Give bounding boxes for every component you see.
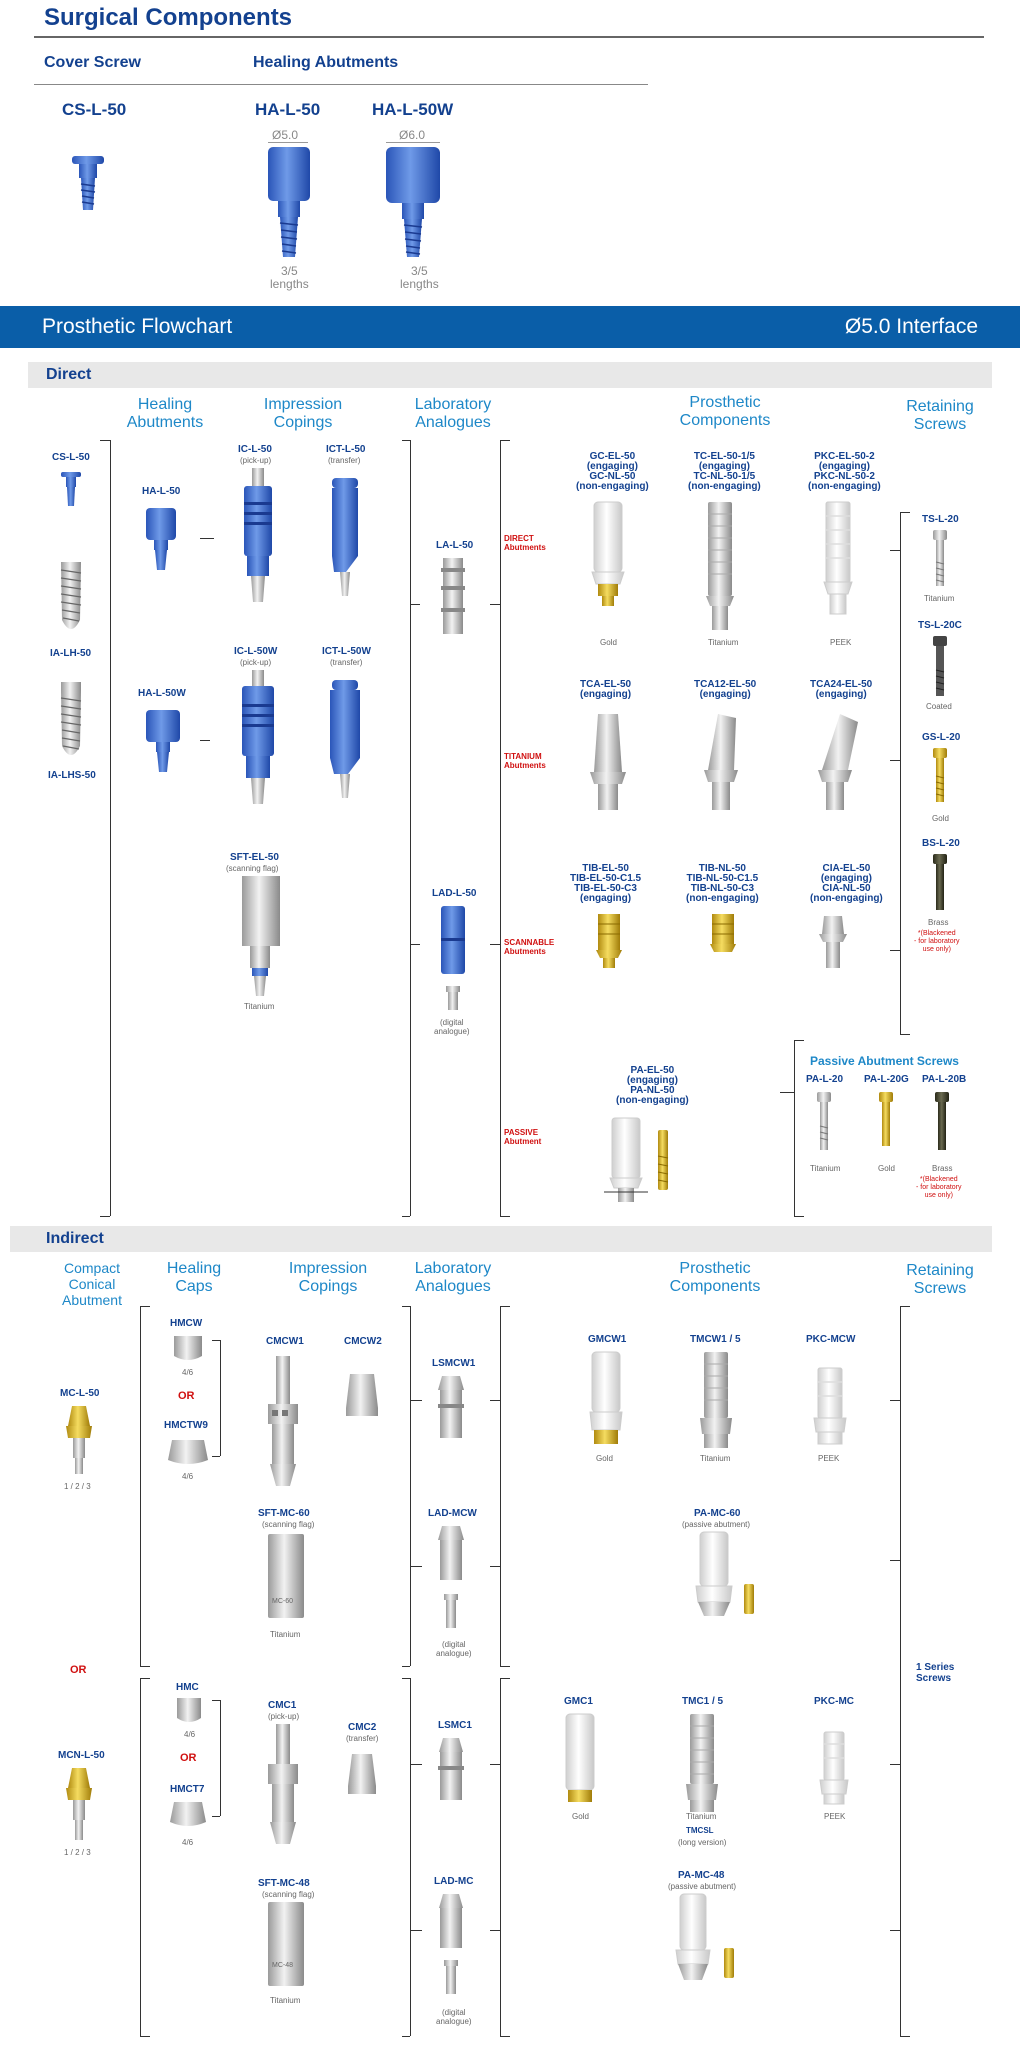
bracket-cap — [402, 1678, 410, 1679]
hmc-code: HMC — [176, 1682, 199, 1693]
hmc-image — [174, 1696, 204, 1728]
bracket-tick — [490, 944, 500, 945]
gmc1-image — [562, 1712, 598, 1808]
ha1-code: HA-L-50 — [255, 100, 321, 119]
gc-material: Gold — [600, 638, 617, 647]
bracket-tick — [410, 1764, 422, 1765]
hmcw-code: HMCW — [170, 1318, 203, 1329]
direct-bracket-left — [110, 440, 111, 1216]
tmc1-code: TMC1 / 5 — [682, 1696, 724, 1707]
sft-code: SFT-EL-50 — [230, 852, 279, 863]
ict-sub: (transfer) — [328, 456, 361, 465]
sft48-material: Titanium — [270, 1996, 301, 2005]
direct-ha-code: HA-L-50 — [142, 486, 181, 497]
bracket-cap — [500, 1666, 510, 1667]
cmc1-image — [260, 1722, 306, 1850]
connector — [200, 538, 214, 539]
mc-image — [64, 1404, 94, 1480]
ict-code: ICT-L-50 — [326, 444, 366, 455]
bracket-cap — [794, 1216, 804, 1217]
or-1: OR — [178, 1390, 195, 1402]
band-title: Prosthetic Flowchart — [42, 315, 233, 338]
palg-code: PA-L-20G — [864, 1074, 909, 1085]
lad-mcw-image — [434, 1524, 468, 1636]
bracket-cap — [500, 2036, 510, 2037]
la-image — [438, 556, 468, 640]
cia-image — [816, 914, 850, 972]
ind-col-lab: Laboratory Analogues — [414, 1260, 492, 1295]
ha1-diameter: Ø5.0 — [272, 128, 299, 142]
tca12-image — [698, 712, 748, 818]
ia-lh-code: IA-LH-50 — [50, 648, 92, 659]
icw-sub: (pick-up) — [240, 658, 272, 667]
ha2-diameter: Ø6.0 — [399, 128, 426, 142]
tsc-image — [932, 634, 948, 700]
sft48-sub: (scanning flag) — [262, 1890, 315, 1899]
tmcsl-code: TMCSL — [686, 1826, 714, 1835]
bracket-cap — [402, 440, 410, 441]
palb-material: Brass — [932, 1164, 953, 1173]
tib-el-image — [594, 912, 624, 972]
bracket-cap — [100, 1216, 110, 1217]
direct-col-prosthetic: Prosthetic Components — [679, 394, 771, 429]
pa-mc48-sub: (passive abutment) — [668, 1882, 737, 1891]
bracket-cap — [212, 1340, 220, 1341]
palb-code: PA-L-20B — [922, 1074, 967, 1085]
bracket-cap — [794, 1040, 804, 1041]
hc-bracket-2 — [220, 1700, 221, 1816]
ia-lh-image — [58, 560, 84, 640]
ia-lhs-code: IA-LHS-50 — [48, 770, 96, 781]
ic-code: IC-L-50 — [238, 444, 272, 455]
or-mid: OR — [70, 1664, 87, 1676]
bracket-cap — [900, 1306, 910, 1307]
bs-code: BS-L-20 — [922, 838, 960, 849]
gmcw1-image — [586, 1350, 626, 1450]
lsmcw1-code: LSMCW1 — [432, 1358, 476, 1369]
cmc2-image — [346, 1752, 378, 1798]
lad-mc-image — [434, 1892, 468, 2002]
icw-code: IC-L-50W — [234, 646, 278, 657]
gs-material: Gold — [932, 814, 949, 823]
hmcw-sub: 4/6 — [182, 1368, 194, 1377]
tmcw-image — [696, 1350, 736, 1454]
sft60-code: SFT-MC-60 — [258, 1508, 310, 1519]
bracket-cap — [900, 512, 910, 513]
ind-bracket-retaining — [900, 1306, 901, 2036]
bracket-tick — [490, 1930, 500, 1931]
tca12-code: TCA12-EL-50 (engaging) — [694, 679, 757, 700]
surgical-divider — [34, 84, 648, 85]
bracket-cap — [500, 1216, 510, 1217]
direct-col-impression: Impression Copings — [263, 396, 343, 431]
tca-image — [586, 712, 630, 818]
bracket-cap — [402, 1666, 410, 1667]
lad-mc-sub: (digital analogue) — [436, 2008, 472, 2026]
cmc2-sub: (transfer) — [346, 1734, 379, 1743]
bracket-tick — [890, 1400, 900, 1401]
bracket-cap — [900, 2036, 910, 2037]
bracket-cap — [140, 1306, 150, 1307]
bracket-tick — [890, 760, 900, 761]
title-divider — [34, 36, 984, 38]
gmc1-code: GMC1 — [564, 1696, 593, 1707]
ict-image — [328, 476, 362, 600]
connector — [200, 740, 210, 741]
cia-code: CIA-EL-50 (engaging) CIA-NL-50 (non-engaging) — [810, 863, 883, 904]
or-2: OR — [180, 1752, 197, 1764]
ictw-code: ICT-L-50W — [322, 646, 371, 657]
ind-bracket-mc — [140, 1678, 141, 2036]
pal-code: PA-L-20 — [806, 1074, 844, 1085]
indirect-title: Indirect — [46, 1230, 104, 1247]
mcn-sub: 1 / 2 / 3 — [64, 1848, 91, 1857]
bracket-tick — [490, 1566, 500, 1567]
bracket-cap — [500, 440, 510, 441]
bracket-cap — [100, 440, 110, 441]
ha1-lengths: 3/5 lengths — [270, 264, 309, 291]
bracket-cap — [402, 1306, 410, 1307]
bracket-cap — [212, 1700, 220, 1701]
tib-nl-code: TIB-NL-50 TIB-NL-50-C1.5 TIB-NL-50-C3 (non-engaging) — [686, 863, 759, 904]
pkc-image — [818, 500, 858, 620]
pa-mc48-image — [672, 1892, 742, 1986]
ia-lhs-image — [58, 680, 84, 766]
hmct7-sub: 4/6 — [182, 1838, 194, 1847]
bracket-cap — [140, 2036, 150, 2037]
tsc-material: Coated — [926, 702, 952, 711]
hmctw9-image — [166, 1436, 210, 1468]
ind-col-impression: Impression Copings — [288, 1260, 368, 1295]
pal-image — [816, 1090, 832, 1154]
lsmc1-image — [434, 1736, 468, 1806]
mc-code: MC-L-50 — [60, 1388, 100, 1399]
series-screws: 1 Series Screws — [916, 1662, 955, 1684]
cat-passive: PASSIVE Abutment — [504, 1128, 542, 1146]
ha2-lengths: 3/5 lengths — [400, 264, 439, 291]
cmcw1-code: CMCW1 — [266, 1336, 304, 1347]
direct-bracket-prosthetic — [500, 440, 501, 1216]
sft-sub: (scanning flag) — [226, 864, 279, 873]
bs-material: Brass — [928, 918, 949, 927]
lad-mc-code: LAD-MC — [434, 1876, 474, 1887]
cmc2-code: CMC2 — [348, 1722, 377, 1733]
pal-material: Titanium — [810, 1164, 841, 1173]
ha2-image — [384, 145, 442, 265]
tmcsl-sub: (long version) — [678, 1838, 727, 1847]
cmcw2-image — [344, 1372, 380, 1420]
ind-col-compact: Compact Conical Abutment — [62, 1260, 122, 1308]
passive-bracket — [794, 1040, 795, 1216]
pkc-mcw-code: PKC-MCW — [806, 1334, 856, 1345]
lsmcw1-image — [434, 1374, 468, 1444]
cover-screw-image — [70, 148, 106, 218]
ts-image — [932, 528, 948, 590]
ictw-image — [326, 678, 364, 802]
hc-bracket-1 — [220, 1340, 221, 1456]
tmc1-image — [682, 1712, 722, 1816]
palg-image — [878, 1090, 894, 1150]
ic-image — [238, 466, 278, 606]
cat-direct: DIRECT Abutments — [504, 534, 546, 552]
pa-code: PA-EL-50 (engaging) PA-NL-50 (non-engaging) — [616, 1065, 689, 1106]
ic-sub: (pick-up) — [240, 456, 272, 465]
gc-code: GC-EL-50 (engaging) GC-NL-50 (non-engaging) — [576, 451, 649, 492]
cs-code: CS-L-50 — [62, 100, 127, 119]
bs-note: *(Blackened - for laboratory use only) — [914, 930, 960, 953]
la-code: LA-L-50 — [436, 540, 474, 551]
bracket-cap — [402, 1216, 410, 1217]
direct-ha-image — [144, 506, 178, 572]
sft48-code: SFT-MC-48 — [258, 1878, 310, 1889]
bracket-tick — [890, 550, 900, 551]
ha1-image — [266, 145, 312, 265]
bracket-tick — [490, 1400, 500, 1401]
tmcw-material: Titanium — [700, 1454, 731, 1463]
ha2-dim-line — [386, 142, 440, 143]
sft60-material: Titanium — [270, 1630, 301, 1639]
tmcw-code: TMCW1 / 5 — [690, 1334, 741, 1345]
ind-bracket-pros-2 — [500, 1678, 501, 2036]
surgical-title: Surgical Components — [44, 4, 293, 31]
pkc-mcw-material: PEEK — [818, 1454, 840, 1463]
hmct7-image — [168, 1798, 208, 1830]
bracket-tick — [490, 604, 500, 605]
sft48-image — [264, 1900, 308, 1992]
bracket-tick — [410, 944, 420, 945]
tc-code: TC-EL-50-1/5 (engaging) TC-NL-50-1/5 (non-engaging) — [688, 451, 761, 492]
healing-abutments-label: Healing Abutments — [253, 54, 399, 71]
pkc-mc-code: PKC-MC — [814, 1696, 854, 1707]
hmcw-image — [170, 1334, 206, 1366]
tca-code: TCA-EL-50 (engaging) — [580, 679, 632, 700]
tc-image — [700, 500, 740, 636]
gmc1-material: Gold — [572, 1812, 589, 1821]
band-interface: Ø5.0 Interface — [844, 315, 978, 338]
bracket-cap — [212, 1456, 220, 1457]
mcn-code: MCN-L-50 — [58, 1750, 105, 1761]
pkc-material: PEEK — [830, 638, 852, 647]
ind-col-prosthetic: Prosthetic Components — [669, 1260, 761, 1295]
cmcw1-image — [260, 1354, 306, 1494]
hmct7-code: HMCT7 — [170, 1784, 205, 1795]
tsc-code: TS-L-20C — [918, 620, 962, 631]
ictw-sub: (transfer) — [330, 658, 363, 667]
cmcw2-code: CMCW2 — [344, 1336, 382, 1347]
direct-col-retaining: Retaining Screws — [906, 398, 974, 433]
hmc-sub: 4/6 — [184, 1730, 196, 1739]
pkc-code: PKC-EL-50-2 (engaging) PKC-NL-50-2 (non-engaging) — [808, 451, 881, 492]
direct-haw-image — [144, 708, 182, 774]
ind-col-retaining: Retaining Screws — [906, 1262, 974, 1297]
mcn-image — [64, 1766, 94, 1846]
pa-mc48-code: PA-MC-48 — [678, 1870, 725, 1881]
bracket-tick — [890, 1560, 900, 1561]
pa-mc60-code: PA-MC-60 — [694, 1508, 741, 1519]
bracket-cap — [140, 1678, 150, 1679]
bracket-tick — [890, 1930, 900, 1931]
bracket-tick — [890, 1764, 900, 1765]
ind-bracket-pros-1 — [500, 1306, 501, 1666]
bracket-tick — [780, 1092, 794, 1093]
bracket-cap — [212, 1816, 220, 1817]
cat-scannable: SCANNABLE Abutments — [504, 938, 555, 956]
bracket-cap — [500, 1678, 510, 1679]
direct-haw-code: HA-L-50W — [138, 688, 186, 699]
ind-bracket-lab-1 — [410, 1306, 411, 1666]
bracket-cap — [900, 1034, 910, 1035]
ind-bracket-mcw — [140, 1306, 141, 1666]
bracket-cap — [402, 2036, 410, 2037]
bracket-cap — [140, 1666, 150, 1667]
tc-material: Titanium — [708, 638, 739, 647]
palb-image — [934, 1090, 950, 1154]
sft48-etch: MC-48 — [272, 1962, 294, 1969]
icw-image — [236, 668, 280, 808]
pkc-mcw-image — [810, 1366, 850, 1448]
bracket-tick — [410, 604, 420, 605]
pa-mc60-image — [692, 1530, 762, 1622]
direct-cover-screw-image — [60, 470, 82, 510]
direct-title: Direct — [46, 366, 92, 383]
direct-header-bar — [28, 362, 992, 388]
bs-image — [932, 852, 948, 914]
ts-code: TS-L-20 — [922, 514, 959, 525]
cmc1-code: CMC1 — [268, 1700, 297, 1711]
passive-title: Passive Abutment Screws — [810, 1054, 959, 1068]
mc-sub: 1 / 2 / 3 — [64, 1482, 91, 1491]
direct-col-healing: Healing Abutments — [126, 396, 204, 431]
gc-image — [588, 500, 628, 610]
cat-titanium: TITANIUM Abutments — [504, 752, 546, 770]
hmctw9-code: HMCTW9 — [164, 1420, 208, 1431]
gs-code: GS-L-20 — [922, 732, 961, 743]
direct-bracket-retaining — [900, 512, 901, 1034]
sft-image — [236, 874, 286, 1000]
pkc-mc-image — [816, 1730, 852, 1808]
bracket-tick — [410, 1930, 422, 1931]
bracket-tick — [410, 1566, 422, 1567]
cover-screw-label: Cover Screw — [44, 54, 141, 71]
lad-mcw-code: LAD-MCW — [428, 1508, 477, 1519]
tib-el-code: TIB-EL-50 TIB-EL-50-C1.5 TIB-EL-50-C3 (engaging) — [570, 863, 642, 904]
ha2-code: HA-L-50W — [372, 100, 454, 119]
ind-col-healing: Healing Caps — [166, 1260, 222, 1295]
gmcw1-code: GMCW1 — [588, 1334, 627, 1345]
tib-nl-image — [708, 912, 738, 960]
lad-code: LAD-L-50 — [432, 888, 477, 899]
pkc-mc-material: PEEK — [824, 1812, 846, 1821]
bracket-cap — [500, 1306, 510, 1307]
palb-note: *(Blackened - for laboratory use only) — [916, 1176, 962, 1199]
bracket-tick — [490, 1764, 500, 1765]
indirect-header-bar — [10, 1226, 992, 1252]
lad-sub: (digital analogue) — [434, 1018, 470, 1036]
lad-image — [438, 904, 468, 1016]
ts-material: Titanium — [924, 594, 955, 603]
sft60-sub: (scanning flag) — [262, 1520, 315, 1529]
palg-material: Gold — [878, 1164, 895, 1173]
direct-cs-code: CS-L-50 — [52, 452, 90, 463]
sft60-etch: MC-60 — [272, 1598, 294, 1605]
hmctw9-sub: 4/6 — [182, 1472, 194, 1481]
direct-col-lab: Laboratory Analogues — [414, 396, 492, 431]
tca24-image — [814, 712, 864, 818]
tca24-code: TCA24-EL-50 (engaging) — [810, 679, 873, 700]
lad-mcw-sub: (digital analogue) — [436, 1640, 472, 1658]
gmcw1-material: Gold — [596, 1454, 613, 1463]
lsmc1-code: LSMC1 — [438, 1720, 472, 1731]
tmc1-material: Titanium — [686, 1812, 717, 1821]
ha1-dim-line — [268, 142, 308, 143]
bracket-tick — [410, 1400, 422, 1401]
cmc1-sub: (pick-up) — [268, 1712, 300, 1721]
pa-mc60-sub: (passive abutment) — [682, 1520, 751, 1529]
pa-image — [604, 1116, 676, 1206]
flowchart-band — [0, 306, 1020, 348]
sft60-image — [264, 1532, 308, 1624]
ind-bracket-lab-2 — [410, 1678, 411, 2036]
gs-image — [932, 746, 948, 806]
direct-bracket-lab — [410, 440, 411, 1216]
bracket-tick — [890, 950, 900, 951]
sft-material: Titanium — [244, 1002, 275, 1011]
